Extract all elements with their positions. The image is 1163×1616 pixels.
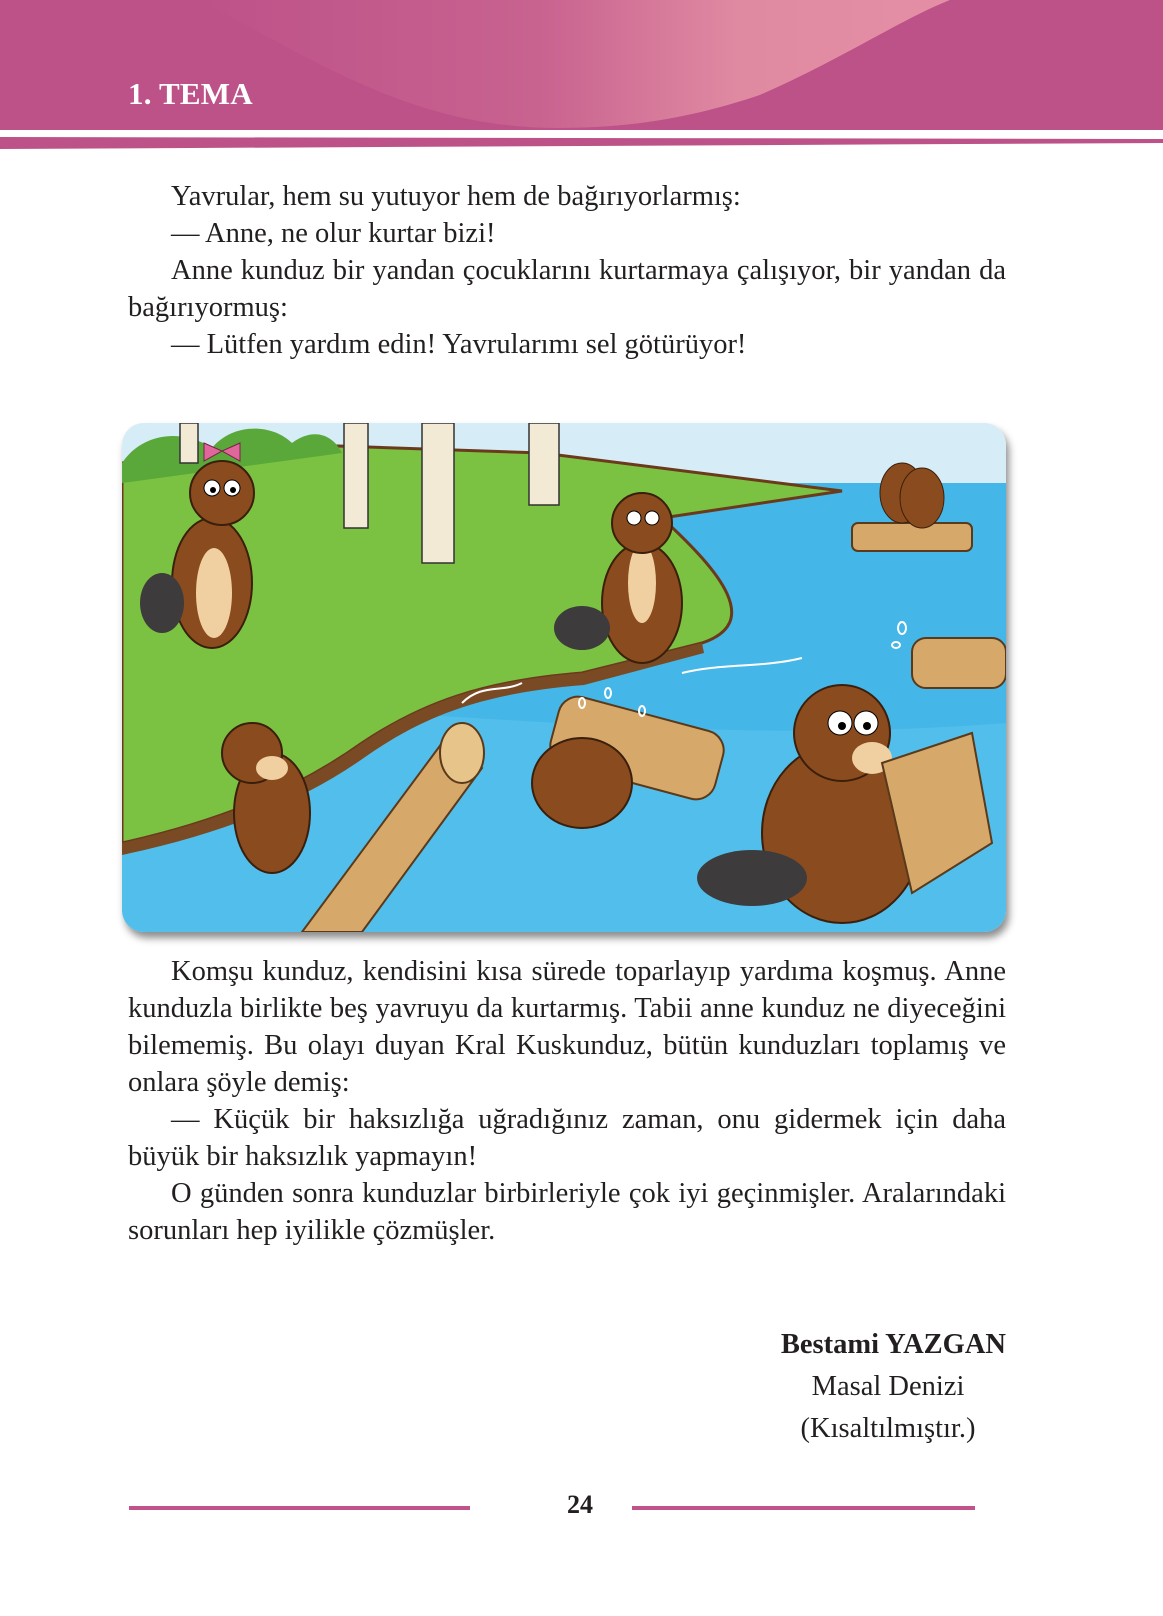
story-text-bottom	[128, 953, 1006, 1249]
dialogue-line: — Anne, ne olur kurtar bizi!	[171, 218, 496, 249]
header-divider-stripe	[0, 137, 1163, 149]
paragraph: O günden sonra kunduzlar birbirleriyle çok iyi geçinmişler. Aralarındaki sorunları hep iyilikle çözmüşler.	[128, 1178, 1006, 1246]
footer-line-right	[632, 1506, 975, 1510]
paragraph: Anne kunduz bir yandan çocuklarını kurtarmaya çalışıyor, bir yandan da bağırıyormuş:	[128, 255, 1006, 323]
source-title: Masal Denizi	[811, 1371, 965, 1402]
author-name: Bestami YAZGAN	[780, 1329, 1006, 1360]
chapter-title: 1. TEMA	[128, 76, 253, 111]
story-attribution	[770, 1324, 1006, 1450]
dialogue-line: — Küçük bir haksızlığa uğradığınız zaman, onu gidermek için daha büyük bir haksızlık yapmayın!	[128, 1104, 1006, 1172]
abridged-note: (Kısaltılmıştır.)	[800, 1413, 976, 1444]
story-text-top	[128, 178, 1006, 363]
page-number: 24	[567, 1490, 593, 1519]
beaver-flood-illustration	[122, 423, 1006, 932]
illustration-scene	[122, 423, 1006, 932]
footer-line-left	[129, 1506, 470, 1510]
chapter-header	[0, 0, 1163, 130]
paragraph: Yavrular, hem su yutuyor hem de bağırıyorlarmış:	[171, 181, 741, 212]
floating-log	[912, 638, 1006, 688]
paragraph: Komşu kunduz, kendisini kısa sürede toparlayıp yardıma koşmuş. Anne kunduzla birlikte beş yavruyu da kurtarmış. Tabii anne kunduz ne diyeceğini bilememiş. Bu olayı duyan Kral Kuskunduz, bütün kunduzları toplamış ve onlara şöyle demiş:	[128, 956, 1006, 1098]
dialogue-line: — Lütfen yardım edin! Yavrularımı sel götürüyor!	[171, 329, 747, 360]
